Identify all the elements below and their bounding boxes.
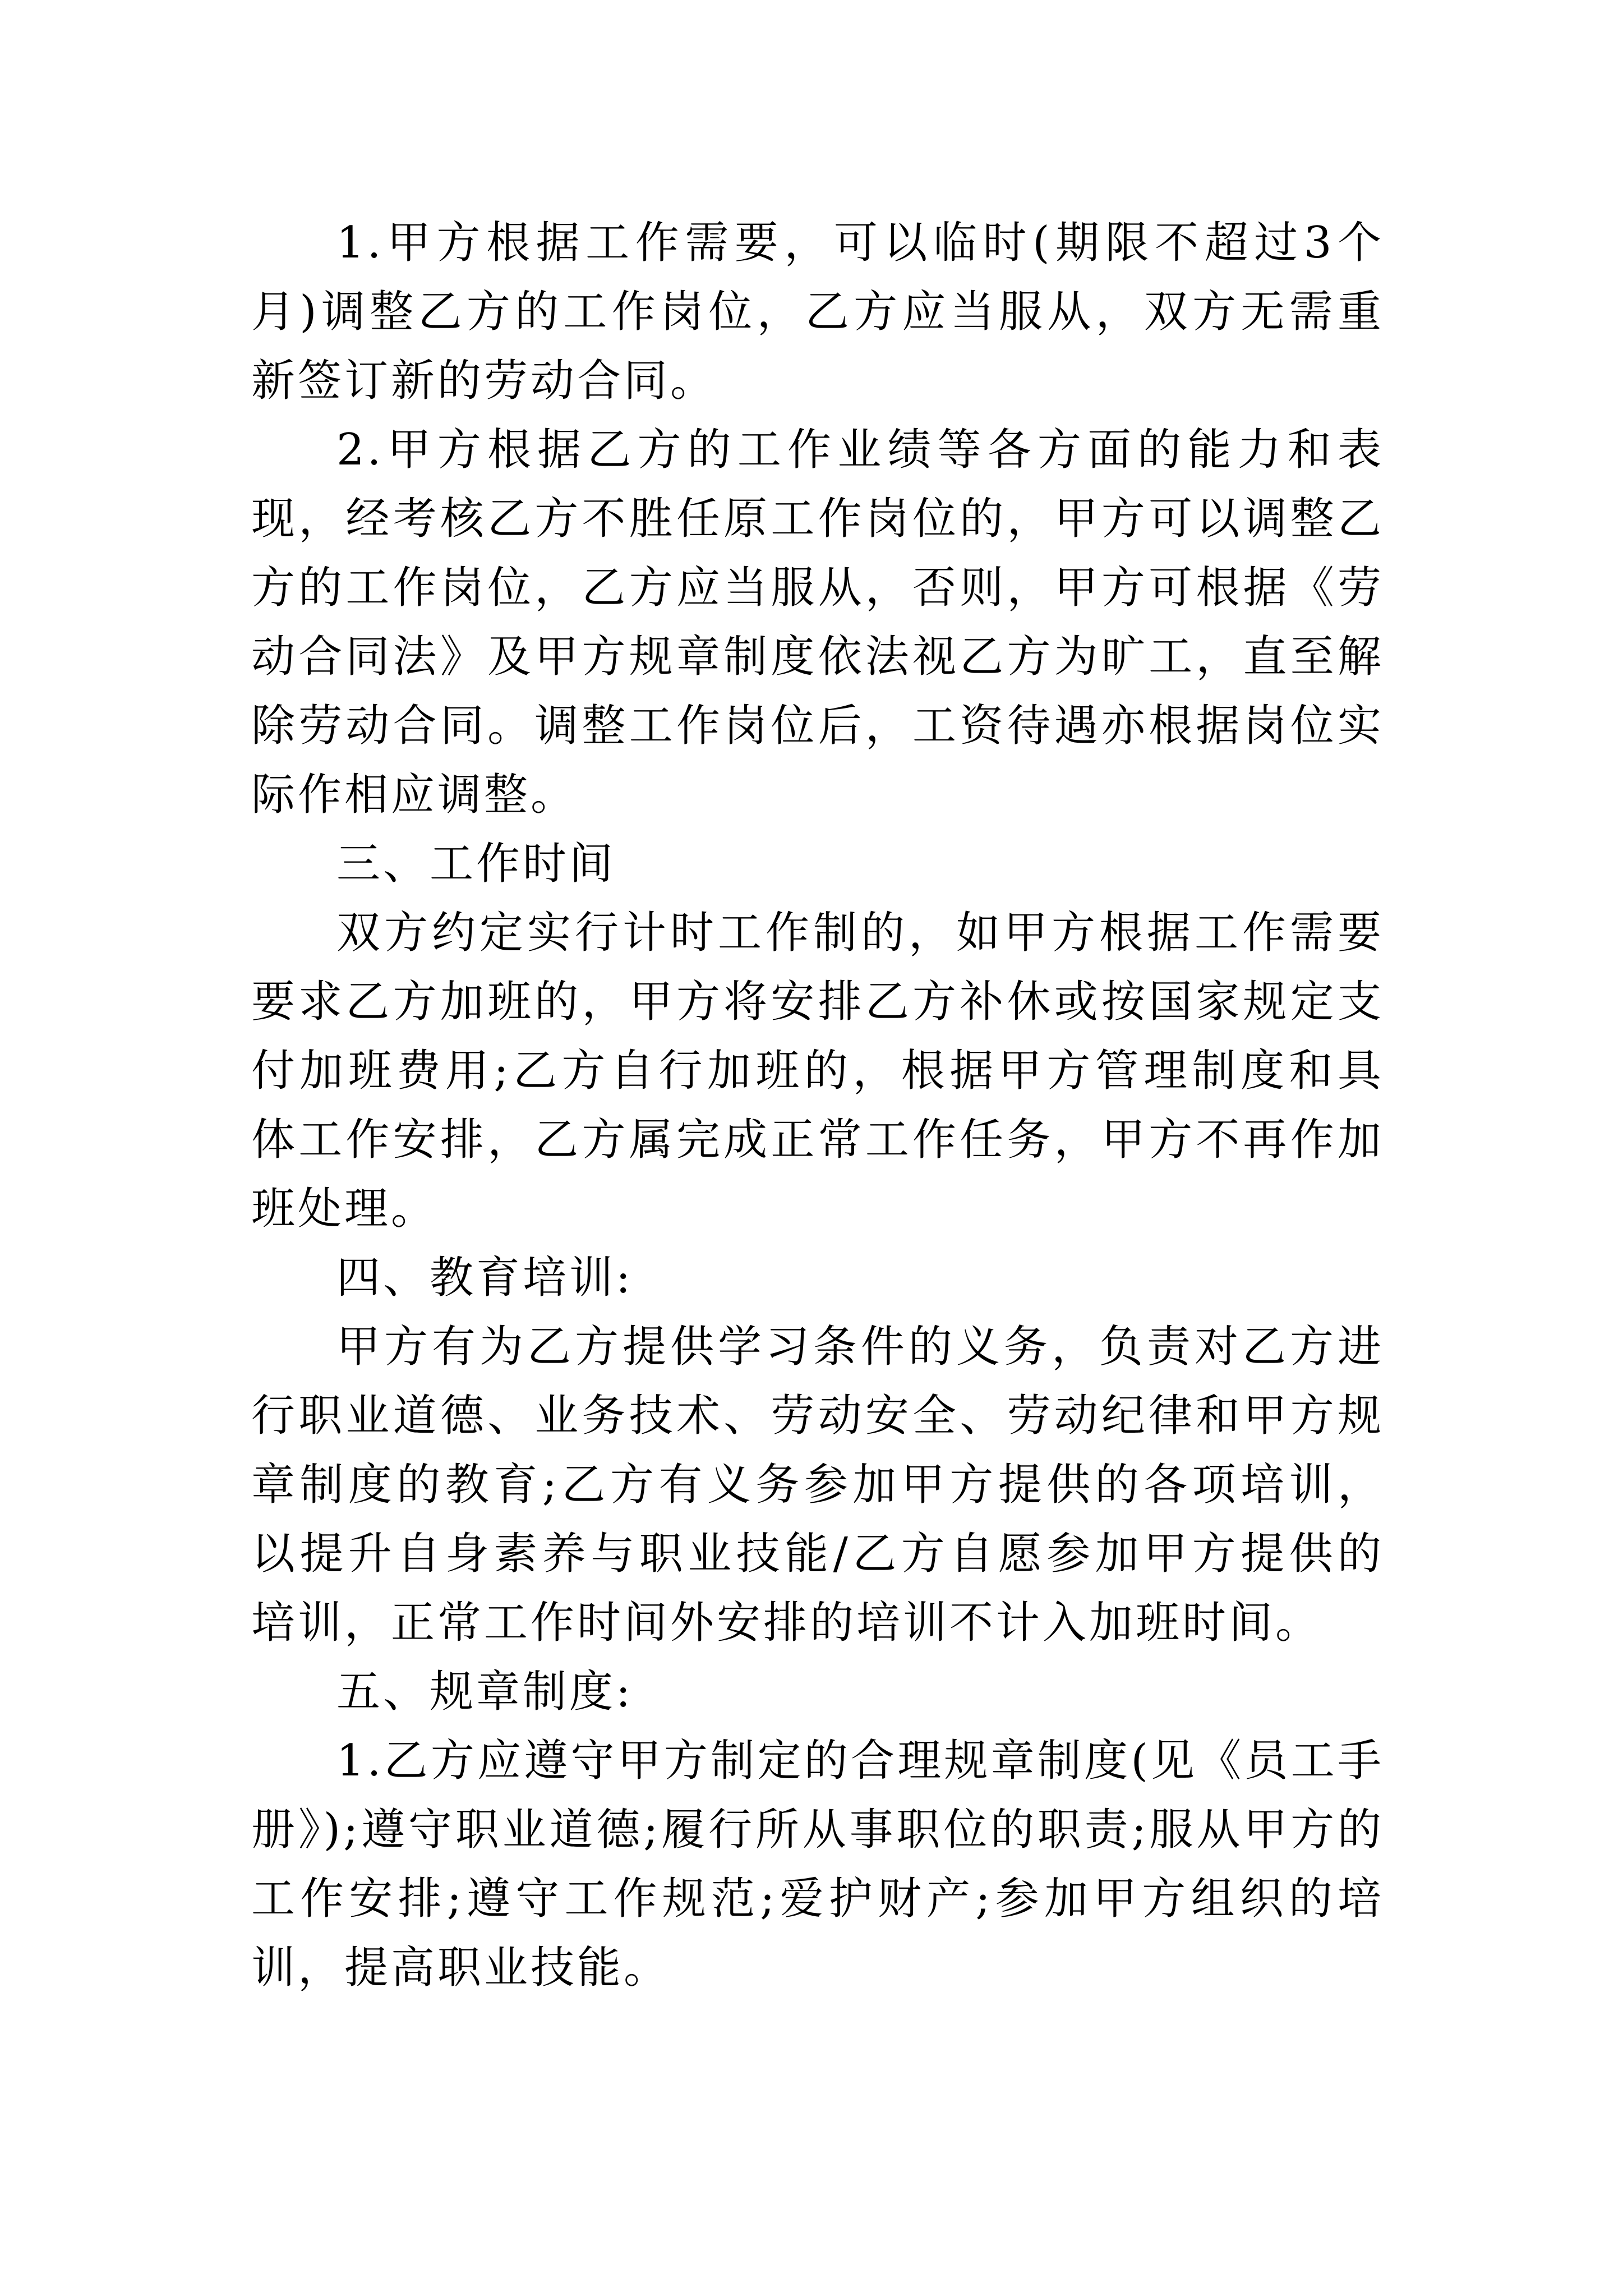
working-hours-paragraph: 双方约定实行计时工作制的，如甲方根据工作需要要求乙方加班的，甲方将安排乙方补休或按国家规定支付加班费用;乙方自行加班的，根据甲方管理制度和具体工作安排，乙方属完成正常工作任务，甲方不再作加班处理。 (251, 908, 1384, 1234)
clause-2-2: 2.甲方根据乙方的工作业绩等各方面的能力和表现，经考核乙方不胜任原工作岗位的，甲方可以调整乙方的工作岗位，乙方应当服从，否则，甲方可根据《劳动合同法》及甲方规章制度依法视乙方为旷工，直至解除劳动合同。调整工作岗位后，工资待遇亦根据岗位实际作相应调整。 (251, 425, 1384, 820)
section-heading-working-hours: 三、工作时间 (336, 839, 616, 889)
training-paragraph: 甲方有为乙方提供学习条件的义务，负责对乙方进行职业道德、业务技术、劳动安全、劳动纪律和甲方规章制度的教育;乙方有义务参加甲方提供的各项培训，以提升自身素养与职业技能/乙方自愿参加甲方提供的培训，正常工作时间外安排的培训不计入加班时间。 (251, 1322, 1384, 1648)
rules-clause-1: 1.乙方应遵守甲方制定的合理规章制度(见《员工手册》);遵守职业道德;履行所从事职位的职责;服从甲方的工作安排;遵守工作规范;爱护财产;参加甲方组织的培训，提高职业技能。 (251, 1736, 1384, 1993)
document-body (251, 209, 1384, 2003)
section-heading-training: 四、教育培训: (336, 1253, 634, 1303)
clause-2-1: 1.甲方根据工作需要，可以临时(期限不超过3个月)调整乙方的工作岗位，乙方应当服从，双方无需重新签订新的劳动合同。 (251, 218, 1384, 406)
section-heading-rules: 五、规章制度: (336, 1667, 634, 1717)
